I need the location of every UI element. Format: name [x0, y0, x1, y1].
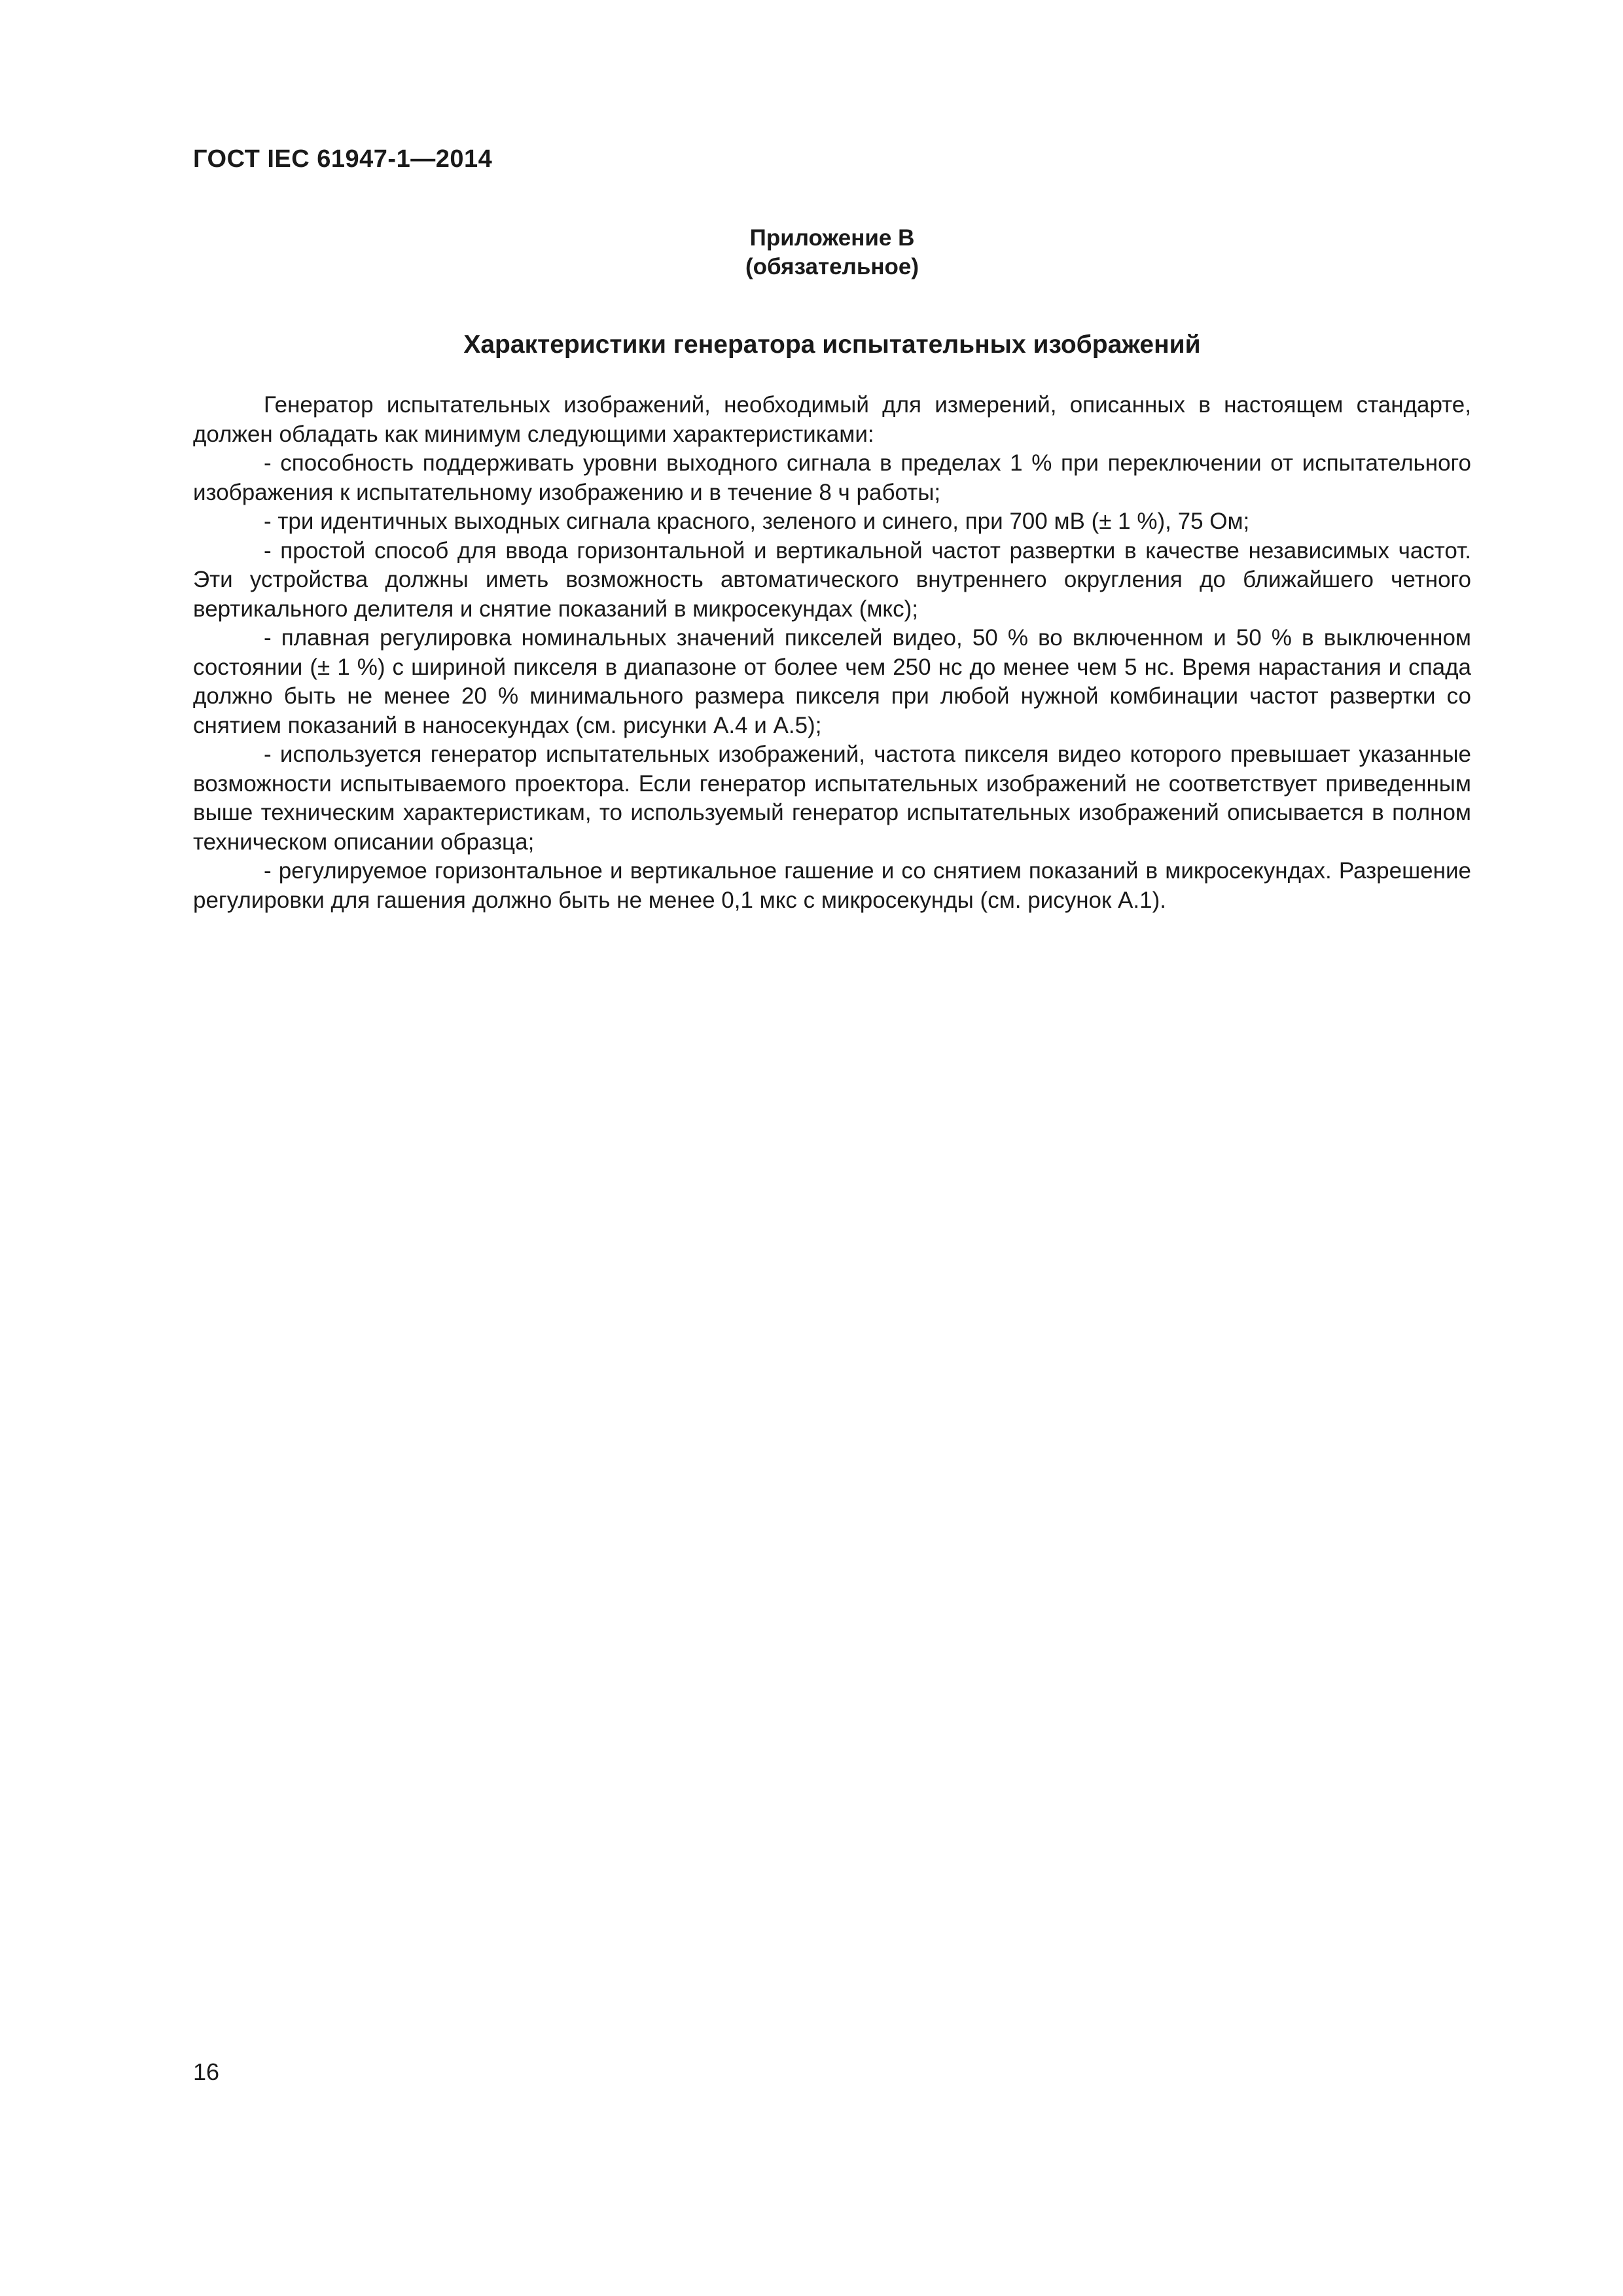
list-item-pixel-adjustment: - плавная регулировка номинальных значений пикселей видео, 50 % во включенном и 50 % в выключенном состоянии (± 1 %) с шириной пикселя в диапазоне от более чем 250 нс до менее чем 5 нс. Время нарастания и спада должно быть не менее 20 % минимального размера пикселя при любой нужной комбинации частот развертки со снятием показаний в наносекундах (см. рисунки А.4 и А.5); [193, 625, 1471, 738]
list-item-rgb-outputs: - три идентичных выходных сигнала красного, зеленого и синего, при 700 мВ (± 1 %), 75 Ом; [264, 509, 1250, 534]
appendix-status: (обязательное) [745, 254, 919, 279]
intro-paragraph: Генератор испытательных изображений, необходимый для измерений, описанных в настоящем стандарте, должен обладать как минимум следующими характеристиками: [193, 392, 1471, 447]
list-item-generator-usage: - используется генератор испытательных изображений, частота пикселя видео которого превышает указанные возможности испытываемого проектора. Если генератор испытательных изображений не соответствует приведенным выше техническим характеристикам, то используемый генератор испытательных изображений описывается в полном техническом описании образца; [193, 742, 1471, 855]
list-item-scan-frequencies: - простой способ для ввода горизонтальной и вертикальной частот развертки в качестве независимых частот. Эти устройства должны иметь возможность автоматического внутреннего округления до ближайшего четного вертикального делителя и снятие показаний в микросекундах (мкс); [193, 537, 1471, 622]
appendix-label: Приложение В [749, 225, 915, 251]
page-number: 16 [193, 2058, 220, 2085]
section-title: Характеристики генератора испытательных изображений [463, 331, 1201, 359]
appendix-heading [193, 224, 1471, 281]
document-code-header: ГОСТ IEC 61947-1—2014 [193, 145, 493, 173]
list-item-signal-levels: - способность поддерживать уровни выходного сигнала в пределах 1 % при переключении от испытательного изображения к испытательному изображению и в течение 8 ч работы; [193, 450, 1471, 505]
body-text [193, 391, 1471, 915]
list-item-blanking: - регулируемое горизонтальное и вертикальное гашение и со снятием показаний в микросекундах. Разрешение регулировки для гашения должно быть не менее 0,1 мкс с микросекунды (см. рисунок А.1). [193, 858, 1471, 913]
